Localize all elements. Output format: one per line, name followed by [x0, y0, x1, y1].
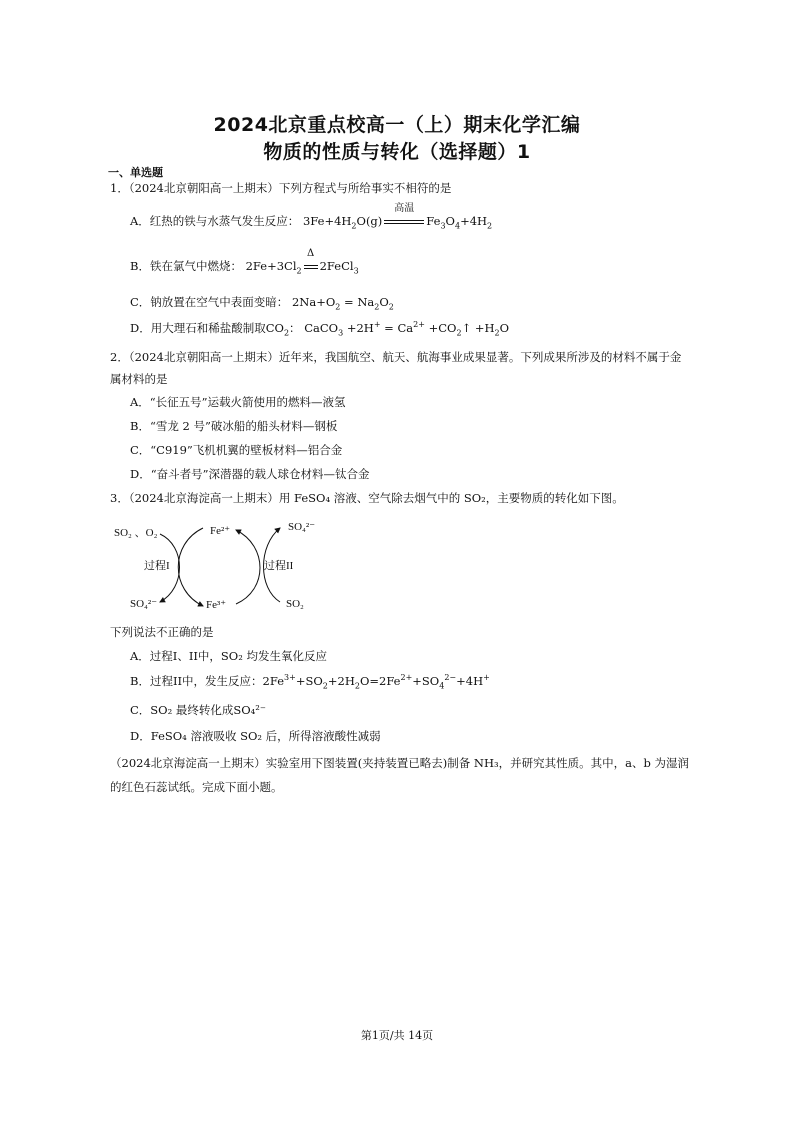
question-3-stem: 3．（2024北京海淀高一上期末）用 FeSO₄ 溶液、空气除去烟气中的 SO₂，主要物质的转化如下图。 [110, 491, 624, 505]
question-3-option-d: D．FeSO₄ 溶液吸收 SO₂ 后，所得溶液酸性减弱 [130, 729, 381, 743]
question-3-option-b: B．过程II中，发生反应：$2Fe^{3+}+SO_2+2H_2O=2Fe^{2+}+SO_4^{2-}+4H^+$ [130, 673, 490, 691]
diagram-right-top: SO₄²⁻ [288, 521, 316, 533]
question-1-option-c: C．钠放置在空气中表面变暗： $2Na+O_2 = Na_2O_2$ [130, 295, 394, 312]
question-3-lead: 下列说法不正确的是 [110, 625, 214, 639]
diagram-left-top: SO₂ 、O₂ [114, 527, 158, 539]
question-1-option-d: D．用大理石和稀盐酸制取$CO_2$： CaCO$_3$ $+2H^+ = Ca^{2+}$ $+CO_2↑ +H_2O$ [130, 320, 510, 338]
question-1-stem: 1．（2024北京朝阳高一上期末）下列方程式与所给事实不相符的是 [110, 181, 452, 195]
diagram-mid-top: Fe²⁺ [210, 525, 231, 537]
question-3-option-c: C．SO₂ 最终转化成SO₄²⁻ [130, 703, 266, 717]
right-arc-inner [236, 530, 260, 604]
question-1-option-a: A．红热的铁与水蒸气发生反应： $3Fe+4H_2O(g)$ 高温 $Fe_3O_4+4H_2$ [130, 203, 493, 231]
option-a-text: A．红热的铁与水蒸气发生反应： [130, 214, 300, 228]
reaction-condition: 高温 [384, 213, 424, 229]
diagram-mid-bottom: Fe³⁺ [206, 599, 227, 611]
reaction-condition: Δ [304, 258, 318, 274]
question-3-option-a: A．过程I、II中，SO₂ 均发生氧化反应 [130, 649, 328, 663]
diagram-right-label: 过程II [264, 560, 294, 572]
question-4-intro: （2024北京海淀高一上期末）实验室用下图装置(夹持装置已略去)制备 NH₃，并研究其性质。其中，a、b 为湿润的红色石蕊试纸。完成下面小题。 [110, 756, 689, 794]
question-2-stem: 2．（2024北京朝阳高一上期末）近年来，我国航空、航天、航海事业成果显著。下列成果所涉及的材料不属于金属材料的是 [110, 350, 682, 386]
question-2-option-a: A．“长征五号”运载火箭使用的燃料—液氢 [130, 395, 346, 409]
document-title: 2024北京重点校高一（上）期末化学汇编 [213, 114, 581, 136]
conversion-diagram [108, 516, 358, 616]
document-subtitle: 物质的性质与转化（选择题）1 [263, 141, 531, 163]
page-footer: 第1页/共 14页 [360, 1029, 434, 1042]
question-2-option-d: D．“奋斗者号”深潜器的载人球仓材料—钛合金 [130, 467, 370, 481]
option-b-text: B．过程II中，发生反应： [130, 674, 263, 688]
diagram-right-bottom: SO₂ [286, 598, 304, 610]
option-c-text: C．钠放置在空气中表面变暗： [130, 295, 289, 309]
section-heading: 一、单选题 [108, 166, 163, 179]
question-2-option-b: B．“雪龙 2 号”破冰船的船头材料—钢板 [130, 419, 338, 433]
question-2-option-c: C．“C919”飞机机翼的壁板材料—铝合金 [130, 443, 343, 457]
diagram-left-bottom: SO₄²⁻ [130, 598, 158, 610]
left-arc-inner [178, 528, 203, 606]
option-b-text: B．铁在氯气中燃烧： [130, 259, 242, 273]
question-1-option-b: B．铁在氯气中燃烧： $2Fe+3Cl_2$ Δ 2FeCl$_3$ [130, 248, 359, 276]
diagram-left-label: 过程I [144, 560, 170, 572]
option-d-text: D．用大理石和稀盐酸制取CO [130, 321, 284, 335]
